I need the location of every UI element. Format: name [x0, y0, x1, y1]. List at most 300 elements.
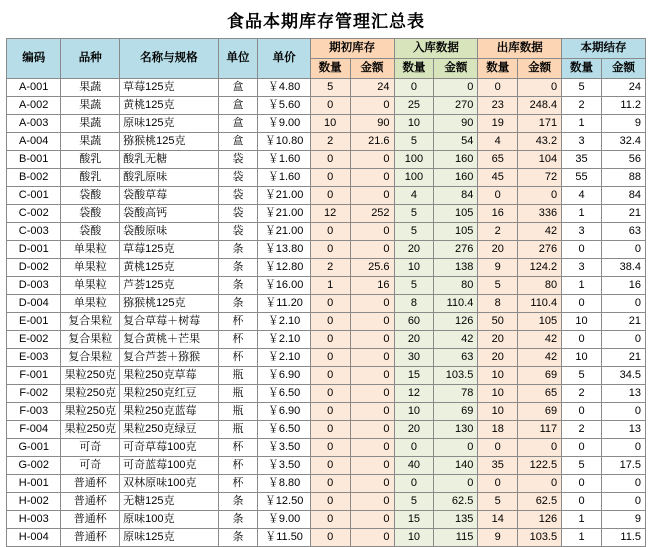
cell-price: ￥9.00: [258, 511, 310, 529]
cell-eq: 5: [562, 457, 602, 475]
cell-price: ￥3.50: [258, 439, 310, 457]
cell-ea: 11.5: [601, 529, 645, 547]
cell-name: 芦荟125克: [120, 277, 218, 295]
col-header-kind: 品种: [61, 39, 120, 79]
cell-ia: 270: [434, 97, 478, 115]
cell-unit: 瓶: [218, 421, 258, 439]
cell-price: ￥6.50: [258, 385, 310, 403]
cell-ia: 110.4: [434, 295, 478, 313]
cell-id: A-003: [7, 115, 61, 133]
cell-ea: 88: [601, 169, 645, 187]
cell-eq: 5: [562, 367, 602, 385]
cell-ea: 9: [601, 511, 645, 529]
cell-id: A-001: [7, 79, 61, 97]
cell-kind: 果蔬: [61, 133, 120, 151]
cell-iq: 20: [394, 421, 434, 439]
cell-unit: 条: [218, 295, 258, 313]
cell-ba: 0: [350, 385, 394, 403]
cell-oq: 14: [478, 511, 518, 529]
table-row: [7, 241, 646, 259]
cell-name: 草莓125克: [120, 241, 218, 259]
cell-ea: 13: [601, 385, 645, 403]
cell-oa: 0: [518, 79, 562, 97]
cell-oa: 62.5: [518, 493, 562, 511]
table-row: [7, 367, 646, 385]
cell-iq: 10: [394, 529, 434, 547]
cell-ea: 56: [601, 151, 645, 169]
cell-eq: 1: [562, 277, 602, 295]
cell-oq: 23: [478, 97, 518, 115]
cell-id: H-002: [7, 493, 61, 511]
cell-ia: 160: [434, 169, 478, 187]
cell-oa: 0: [518, 475, 562, 493]
cell-eq: 0: [562, 475, 602, 493]
cell-name: 猕猴桃125克: [120, 133, 218, 151]
cell-iq: 0: [394, 79, 434, 97]
cell-ea: 0: [601, 295, 645, 313]
cell-ia: 84: [434, 187, 478, 205]
cell-unit: 条: [218, 241, 258, 259]
cell-oa: 69: [518, 403, 562, 421]
cell-name: 酸乳无糖: [120, 151, 218, 169]
cell-bq: 0: [310, 151, 350, 169]
cell-ba: 0: [350, 529, 394, 547]
cell-id: B-001: [7, 151, 61, 169]
cell-eq: 1: [562, 529, 602, 547]
cell-bq: 0: [310, 331, 350, 349]
cell-price: ￥11.50: [258, 529, 310, 547]
cell-ea: 13: [601, 421, 645, 439]
cell-kind: 酸乳: [61, 151, 120, 169]
table-row: [7, 349, 646, 367]
table-row: [7, 115, 646, 133]
cell-iq: 25: [394, 97, 434, 115]
cell-eq: 1: [562, 115, 602, 133]
col-header-price: 单价: [258, 39, 310, 79]
cell-ia: 0: [434, 79, 478, 97]
cell-name: 袋酸原味: [120, 223, 218, 241]
cell-ia: 105: [434, 205, 478, 223]
table-row: [7, 313, 646, 331]
cell-iq: 60: [394, 313, 434, 331]
cell-name: 果粒250克绿豆: [120, 421, 218, 439]
table-row: [7, 475, 646, 493]
cell-price: ￥2.10: [258, 313, 310, 331]
col-header-end-group: 本期结存: [562, 39, 646, 59]
cell-unit: 瓶: [218, 367, 258, 385]
cell-eq: 0: [562, 439, 602, 457]
cell-kind: 袋酸: [61, 187, 120, 205]
cell-iq: 5: [394, 205, 434, 223]
cell-bq: 0: [310, 223, 350, 241]
cell-ba: 0: [350, 349, 394, 367]
page-title: 食品本期库存管理汇总表: [227, 12, 425, 31]
cell-eq: 55: [562, 169, 602, 187]
col-header-out-qty: 数量: [478, 59, 518, 79]
cell-kind: 复合果粒: [61, 331, 120, 349]
col-header-out-group: 出库数据: [478, 39, 562, 59]
cell-iq: 40: [394, 457, 434, 475]
cell-ea: 9: [601, 115, 645, 133]
cell-bq: 12: [310, 205, 350, 223]
cell-oq: 20: [478, 349, 518, 367]
cell-name: 原味125克: [120, 115, 218, 133]
cell-name: 原味100克: [120, 511, 218, 529]
cell-oa: 105: [518, 313, 562, 331]
cell-bq: 10: [310, 115, 350, 133]
cell-kind: 复合果粒: [61, 313, 120, 331]
col-header-in-group: 入库数据: [394, 39, 478, 59]
cell-ia: 69: [434, 403, 478, 421]
cell-kind: 果蔬: [61, 79, 120, 97]
table-header: [7, 39, 646, 79]
cell-ia: 160: [434, 151, 478, 169]
cell-iq: 8: [394, 295, 434, 313]
cell-oa: 80: [518, 277, 562, 295]
table-row: [7, 403, 646, 421]
table-row: [7, 457, 646, 475]
cell-id: F-001: [7, 367, 61, 385]
cell-unit: 条: [218, 493, 258, 511]
col-header-begin-qty: 数量: [310, 59, 350, 79]
cell-ba: 0: [350, 457, 394, 475]
cell-oa: 104: [518, 151, 562, 169]
cell-id: F-003: [7, 403, 61, 421]
cell-unit: 袋: [218, 205, 258, 223]
cell-iq: 30: [394, 349, 434, 367]
table-row: [7, 493, 646, 511]
cell-name: 猕猴桃125克: [120, 295, 218, 313]
cell-price: ￥6.50: [258, 421, 310, 439]
cell-bq: 0: [310, 349, 350, 367]
cell-ba: 0: [350, 475, 394, 493]
table-body: [7, 79, 646, 547]
cell-ea: 84: [601, 187, 645, 205]
cell-bq: 0: [310, 313, 350, 331]
table-row: [7, 331, 646, 349]
cell-price: ￥21.00: [258, 223, 310, 241]
cell-ba: 0: [350, 493, 394, 511]
cell-kind: 普通杯: [61, 529, 120, 547]
cell-oq: 65: [478, 151, 518, 169]
cell-price: ￥16.00: [258, 277, 310, 295]
cell-unit: 袋: [218, 151, 258, 169]
cell-eq: 1: [562, 205, 602, 223]
cell-ia: 126: [434, 313, 478, 331]
cell-iq: 0: [394, 439, 434, 457]
table-row: [7, 169, 646, 187]
cell-price: ￥9.00: [258, 115, 310, 133]
cell-oq: 20: [478, 331, 518, 349]
cell-id: F-004: [7, 421, 61, 439]
cell-name: 果粒250克红豆: [120, 385, 218, 403]
col-header-in-amount: 金额: [434, 59, 478, 79]
cell-id: E-003: [7, 349, 61, 367]
cell-eq: 3: [562, 133, 602, 151]
cell-ia: 138: [434, 259, 478, 277]
cell-ia: 63: [434, 349, 478, 367]
cell-oa: 65: [518, 385, 562, 403]
cell-price: ￥13.80: [258, 241, 310, 259]
cell-eq: 0: [562, 241, 602, 259]
cell-kind: 可奇: [61, 439, 120, 457]
col-header-name: 名称与规格: [120, 39, 218, 79]
cell-ia: 105: [434, 223, 478, 241]
cell-id: B-002: [7, 169, 61, 187]
cell-name: 草莓125克: [120, 79, 218, 97]
cell-unit: 杯: [218, 331, 258, 349]
cell-bq: 0: [310, 97, 350, 115]
cell-oa: 117: [518, 421, 562, 439]
cell-id: E-001: [7, 313, 61, 331]
col-header-out-amount: 金额: [518, 59, 562, 79]
cell-oq: 9: [478, 259, 518, 277]
cell-ba: 0: [350, 331, 394, 349]
cell-oa: 0: [518, 187, 562, 205]
cell-iq: 10: [394, 115, 434, 133]
cell-ba: 0: [350, 223, 394, 241]
cell-name: 果粒250克蓝莓: [120, 403, 218, 421]
cell-price: ￥1.60: [258, 151, 310, 169]
cell-bq: 0: [310, 295, 350, 313]
cell-id: G-001: [7, 439, 61, 457]
cell-price: ￥5.60: [258, 97, 310, 115]
cell-iq: 4: [394, 187, 434, 205]
cell-ia: 62.5: [434, 493, 478, 511]
cell-oa: 122.5: [518, 457, 562, 475]
cell-bq: 0: [310, 385, 350, 403]
cell-name: 原味125克: [120, 529, 218, 547]
cell-iq: 15: [394, 367, 434, 385]
table-row: [7, 529, 646, 547]
cell-bq: 5: [310, 79, 350, 97]
cell-oq: 0: [478, 187, 518, 205]
cell-ea: 38.4: [601, 259, 645, 277]
cell-ea: 21: [601, 313, 645, 331]
cell-ba: 0: [350, 151, 394, 169]
cell-iq: 5: [394, 223, 434, 241]
cell-price: ￥12.80: [258, 259, 310, 277]
cell-price: ￥12.50: [258, 493, 310, 511]
cell-iq: 5: [394, 133, 434, 151]
cell-ia: 54: [434, 133, 478, 151]
cell-iq: 20: [394, 241, 434, 259]
cell-oa: 124.2: [518, 259, 562, 277]
cell-kind: 果粒250克: [61, 385, 120, 403]
cell-ia: 103.5: [434, 367, 478, 385]
cell-bq: 2: [310, 133, 350, 151]
cell-ba: 0: [350, 367, 394, 385]
cell-bq: 0: [310, 457, 350, 475]
cell-id: H-001: [7, 475, 61, 493]
cell-oq: 0: [478, 79, 518, 97]
cell-ea: 34.5: [601, 367, 645, 385]
cell-ia: 115: [434, 529, 478, 547]
cell-ba: 0: [350, 511, 394, 529]
cell-name: 黄桃125克: [120, 97, 218, 115]
cell-ba: 0: [350, 421, 394, 439]
cell-oq: 10: [478, 385, 518, 403]
cell-kind: 果蔬: [61, 97, 120, 115]
cell-ea: 0: [601, 241, 645, 259]
cell-id: A-004: [7, 133, 61, 151]
col-header-id: 编码: [7, 39, 61, 79]
cell-ba: 25.6: [350, 259, 394, 277]
cell-ia: 130: [434, 421, 478, 439]
cell-ea: 0: [601, 475, 645, 493]
cell-iq: 100: [394, 169, 434, 187]
cell-unit: 袋: [218, 187, 258, 205]
cell-ba: 0: [350, 241, 394, 259]
cell-eq: 2: [562, 97, 602, 115]
cell-oq: 5: [478, 277, 518, 295]
cell-oq: 16: [478, 205, 518, 223]
cell-kind: 单果粒: [61, 295, 120, 313]
cell-eq: 2: [562, 421, 602, 439]
cell-id: D-003: [7, 277, 61, 295]
cell-unit: 瓶: [218, 403, 258, 421]
cell-eq: 0: [562, 331, 602, 349]
table-row: [7, 511, 646, 529]
cell-unit: 杯: [218, 457, 258, 475]
cell-ea: 32.4: [601, 133, 645, 151]
cell-oq: 0: [478, 439, 518, 457]
cell-ea: 63: [601, 223, 645, 241]
cell-id: D-004: [7, 295, 61, 313]
cell-name: 无糖125克: [120, 493, 218, 511]
cell-kind: 酸乳: [61, 169, 120, 187]
cell-bq: 0: [310, 421, 350, 439]
cell-ia: 140: [434, 457, 478, 475]
cell-ba: 252: [350, 205, 394, 223]
cell-price: ￥2.10: [258, 349, 310, 367]
cell-ba: 0: [350, 295, 394, 313]
cell-unit: 条: [218, 277, 258, 295]
cell-oq: 8: [478, 295, 518, 313]
cell-id: H-004: [7, 529, 61, 547]
cell-id: D-002: [7, 259, 61, 277]
cell-bq: 2: [310, 259, 350, 277]
cell-id: G-002: [7, 457, 61, 475]
inventory-table: [6, 38, 646, 547]
cell-name: 果粒250克草莓: [120, 367, 218, 385]
cell-name: 可奇蓝莓100克: [120, 457, 218, 475]
cell-eq: 2: [562, 385, 602, 403]
cell-kind: 袋酸: [61, 223, 120, 241]
cell-oa: 276: [518, 241, 562, 259]
cell-oa: 72: [518, 169, 562, 187]
cell-oa: 171: [518, 115, 562, 133]
cell-eq: 10: [562, 313, 602, 331]
cell-oq: 5: [478, 493, 518, 511]
cell-oa: 69: [518, 367, 562, 385]
cell-oq: 18: [478, 421, 518, 439]
col-header-in-qty: 数量: [394, 59, 434, 79]
cell-unit: 瓶: [218, 385, 258, 403]
cell-kind: 袋酸: [61, 205, 120, 223]
cell-name: 袋酸高钙: [120, 205, 218, 223]
cell-id: A-002: [7, 97, 61, 115]
cell-eq: 5: [562, 79, 602, 97]
cell-ea: 0: [601, 493, 645, 511]
cell-ia: 0: [434, 439, 478, 457]
col-header-end-qty: 数量: [562, 59, 602, 79]
cell-eq: 3: [562, 223, 602, 241]
cell-oq: 19: [478, 115, 518, 133]
cell-kind: 普通杯: [61, 511, 120, 529]
cell-price: ￥21.00: [258, 205, 310, 223]
cell-kind: 普通杯: [61, 493, 120, 511]
cell-price: ￥2.10: [258, 331, 310, 349]
cell-kind: 普通杯: [61, 475, 120, 493]
cell-oa: 43.2: [518, 133, 562, 151]
cell-price: ￥21.00: [258, 187, 310, 205]
cell-iq: 0: [394, 475, 434, 493]
cell-bq: 0: [310, 367, 350, 385]
cell-name: 可奇草莓100克: [120, 439, 218, 457]
cell-bq: 0: [310, 403, 350, 421]
table-row: [7, 439, 646, 457]
cell-oq: 35: [478, 457, 518, 475]
cell-bq: 0: [310, 187, 350, 205]
cell-ba: 0: [350, 313, 394, 331]
cell-ba: 21.6: [350, 133, 394, 151]
col-header-end-amount: 金额: [601, 59, 645, 79]
cell-iq: 10: [394, 403, 434, 421]
cell-ea: 21: [601, 205, 645, 223]
cell-bq: 0: [310, 475, 350, 493]
cell-oq: 9: [478, 529, 518, 547]
cell-id: E-002: [7, 331, 61, 349]
cell-ba: 16: [350, 277, 394, 295]
cell-unit: 杯: [218, 349, 258, 367]
cell-unit: 袋: [218, 169, 258, 187]
cell-oq: 10: [478, 403, 518, 421]
cell-bq: 0: [310, 529, 350, 547]
cell-name: 酸乳原味: [120, 169, 218, 187]
cell-oa: 126: [518, 511, 562, 529]
cell-id: H-003: [7, 511, 61, 529]
col-header-begin-group: 期初库存: [310, 39, 394, 59]
cell-ia: 0: [434, 475, 478, 493]
cell-kind: 单果粒: [61, 259, 120, 277]
cell-oq: 50: [478, 313, 518, 331]
table-row: [7, 277, 646, 295]
cell-eq: 0: [562, 403, 602, 421]
cell-oa: 110.4: [518, 295, 562, 313]
cell-price: ￥3.50: [258, 457, 310, 475]
cell-bq: 0: [310, 241, 350, 259]
cell-oq: 0: [478, 475, 518, 493]
cell-id: D-001: [7, 241, 61, 259]
cell-oa: 0: [518, 439, 562, 457]
cell-id: C-003: [7, 223, 61, 241]
cell-bq: 0: [310, 493, 350, 511]
cell-oq: 45: [478, 169, 518, 187]
cell-eq: 10: [562, 349, 602, 367]
col-header-unit: 单位: [218, 39, 258, 79]
table-row: [7, 79, 646, 97]
cell-eq: 0: [562, 493, 602, 511]
cell-eq: 0: [562, 295, 602, 313]
cell-price: ￥10.80: [258, 133, 310, 151]
cell-oq: 20: [478, 241, 518, 259]
cell-unit: 条: [218, 511, 258, 529]
cell-ea: 11.2: [601, 97, 645, 115]
cell-unit: 条: [218, 259, 258, 277]
cell-iq: 20: [394, 331, 434, 349]
cell-id: C-001: [7, 187, 61, 205]
